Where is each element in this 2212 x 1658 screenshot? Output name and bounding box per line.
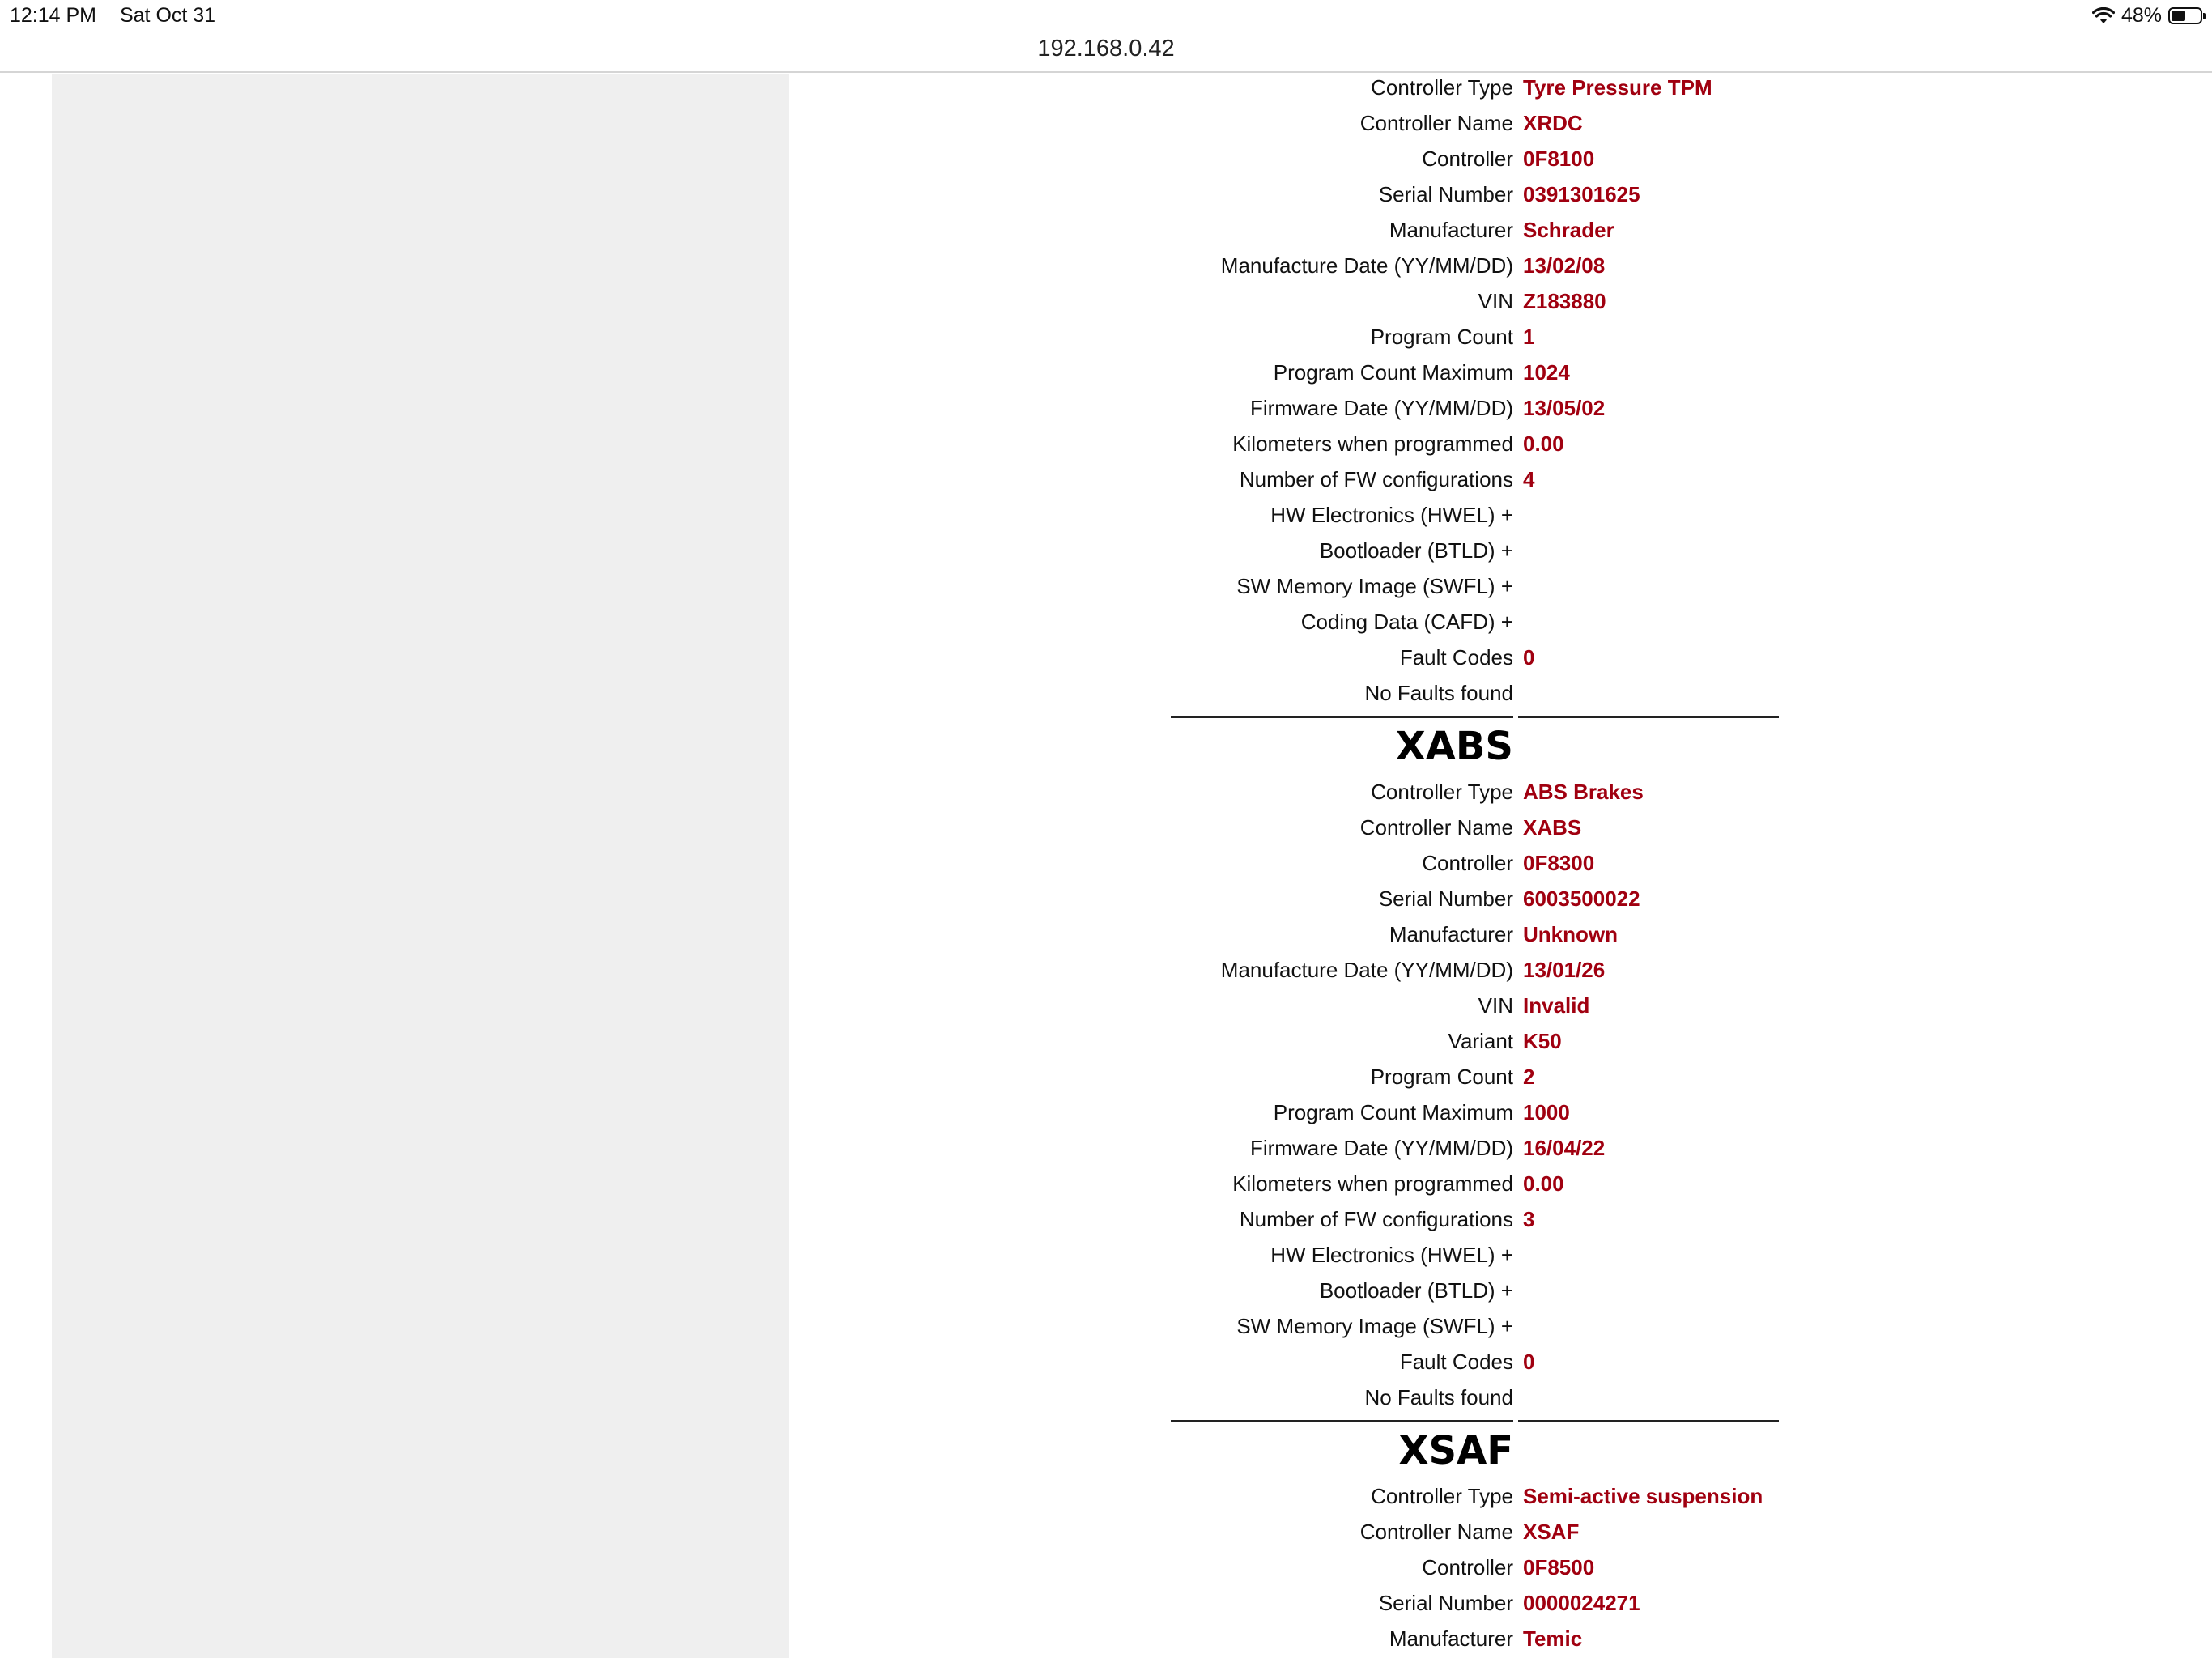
info-label: Manufacturer: [1389, 921, 1513, 946]
info-label: SW Memory Image (SWFL) +: [1236, 1313, 1513, 1338]
info-value: Schrader: [1523, 217, 1614, 242]
info-value: Temic: [1523, 1626, 1583, 1651]
url-text: 192.168.0.42: [1037, 36, 1175, 62]
info-value: 13/02/08: [1523, 253, 1606, 278]
info-row: [1171, 952, 1786, 988]
info-value: Z183880: [1523, 288, 1606, 313]
info-value: 6003500022: [1523, 886, 1640, 911]
section-divider: [1171, 1418, 1786, 1425]
info-label: Program Count Maximum: [1273, 1099, 1513, 1124]
status-time: 12:14 PM: [10, 4, 97, 27]
info-label: Serial Number: [1378, 1590, 1513, 1615]
status-date: Sat Oct 31: [119, 4, 216, 27]
info-row: [1171, 1095, 1786, 1130]
info-label: Controller Name: [1359, 814, 1513, 840]
info-row: [1171, 426, 1786, 461]
info-label: Kilometers when programmed: [1232, 1171, 1513, 1196]
info-row[interactable]: [1171, 604, 1786, 640]
info-value: 4: [1523, 466, 1535, 491]
info-row[interactable]: [1171, 1273, 1786, 1308]
info-label: VIN: [1478, 288, 1513, 313]
info-value: 0: [1523, 644, 1535, 670]
info-label: SW Memory Image (SWFL) +: [1236, 573, 1513, 598]
info-label: Variant: [1448, 1028, 1513, 1053]
section-heading: XABS: [1395, 724, 1513, 769]
info-row: [1171, 1201, 1786, 1237]
info-row: [1171, 774, 1786, 810]
info-row: [1171, 70, 1786, 105]
info-row: [1171, 176, 1786, 212]
info-label: Serial Number: [1378, 181, 1513, 206]
info-row: [1171, 916, 1786, 952]
info-label: Serial Number: [1378, 886, 1513, 911]
info-value: XSAF: [1523, 1519, 1580, 1544]
info-label: Controller: [1422, 146, 1513, 171]
address-bar[interactable]: [0, 32, 2212, 73]
info-label: Number of FW configurations: [1239, 1206, 1513, 1231]
info-row: [1171, 810, 1786, 845]
section-heading: XSAF: [1398, 1428, 1513, 1473]
section-divider: [1171, 714, 1786, 721]
info-row[interactable]: [1171, 1308, 1786, 1344]
battery-percent: 48%: [2121, 4, 2162, 27]
info-value: 13/05/02: [1523, 395, 1606, 420]
battery-icon: [2168, 7, 2202, 24]
info-label: HW Electronics (HWEL) +: [1270, 1242, 1513, 1267]
info-value: 1000: [1523, 1099, 1570, 1124]
info-label: Manufacturer: [1389, 1626, 1513, 1651]
info-label: Number of FW configurations: [1239, 466, 1513, 491]
info-row: [1171, 319, 1786, 355]
info-row: [1171, 1344, 1786, 1380]
sidebar-panel: [52, 74, 789, 1658]
info-value: XABS: [1523, 814, 1582, 840]
info-row: [1171, 283, 1786, 319]
info-label: Firmware Date (YY/MM/DD): [1249, 395, 1513, 420]
info-label: Controller Type: [1371, 74, 1513, 100]
info-label: Fault Codes: [1399, 1349, 1513, 1374]
info-value: Tyre Pressure TPM: [1523, 74, 1712, 100]
info-row: [1171, 881, 1786, 916]
info-label: VIN: [1478, 993, 1513, 1018]
info-value: ABS Brakes: [1523, 779, 1644, 804]
info-label: No Faults found: [1364, 680, 1513, 705]
info-row: [1171, 141, 1786, 176]
info-label: Manufacture Date (YY/MM/DD): [1220, 957, 1513, 982]
info-value: 16/04/22: [1523, 1135, 1606, 1160]
info-row: [1171, 355, 1786, 390]
info-value: 1: [1523, 324, 1535, 349]
info-label: Coding Data (CAFD) +: [1300, 609, 1513, 634]
info-row: [1171, 212, 1786, 248]
info-value: 0: [1523, 1349, 1535, 1374]
info-row[interactable]: [1171, 568, 1786, 604]
info-value: Semi-active suspension: [1523, 1483, 1763, 1508]
info-label: Program Count: [1370, 324, 1513, 349]
info-row: [1171, 1550, 1786, 1585]
info-label: Bootloader (BTLD) +: [1319, 538, 1513, 563]
info-label: Bootloader (BTLD) +: [1319, 1278, 1513, 1303]
info-value: 13/01/26: [1523, 957, 1606, 982]
info-label: Manufacturer: [1389, 217, 1513, 242]
info-row[interactable]: [1171, 1237, 1786, 1273]
info-value: 0.00: [1523, 1171, 1564, 1196]
info-label: Program Count: [1370, 1064, 1513, 1089]
info-row: [1171, 1023, 1786, 1059]
info-label: Kilometers when programmed: [1232, 431, 1513, 456]
info-value: 0391301625: [1523, 181, 1640, 206]
info-value: 0000024271: [1523, 1590, 1640, 1615]
info-row: [1171, 1478, 1786, 1514]
info-row[interactable]: [1171, 533, 1786, 568]
info-label: Controller Name: [1359, 110, 1513, 135]
info-value: XRDC: [1523, 110, 1583, 135]
info-row: [1171, 640, 1786, 675]
info-label: No Faults found: [1364, 1384, 1513, 1409]
info-label: Manufacture Date (YY/MM/DD): [1220, 253, 1513, 278]
info-label: Fault Codes: [1399, 644, 1513, 670]
status-bar: [0, 0, 2212, 32]
info-row: [1171, 675, 1786, 711]
info-label: HW Electronics (HWEL) +: [1270, 502, 1513, 527]
info-value: 0F8500: [1523, 1554, 1595, 1579]
info-row: [1171, 1585, 1786, 1621]
info-label: Controller Type: [1371, 1483, 1513, 1508]
info-value: 2: [1523, 1064, 1535, 1089]
info-label: Controller: [1422, 1554, 1513, 1579]
info-value: Unknown: [1523, 921, 1618, 946]
info-value: 0F8100: [1523, 146, 1595, 171]
info-row: [1171, 1514, 1786, 1550]
info-row[interactable]: [1171, 497, 1786, 533]
info-row: [1171, 1059, 1786, 1095]
info-label: Controller: [1422, 850, 1513, 875]
info-label: Program Count Maximum: [1273, 359, 1513, 385]
info-value: 1024: [1523, 359, 1570, 385]
info-row: [1171, 1166, 1786, 1201]
info-row: [1171, 461, 1786, 497]
info-label: Firmware Date (YY/MM/DD): [1249, 1135, 1513, 1160]
info-value: 0F8300: [1523, 850, 1595, 875]
info-label: Controller Type: [1371, 779, 1513, 804]
info-row: [1171, 988, 1786, 1023]
controller-list: [1171, 70, 1786, 1656]
info-row: [1171, 1130, 1786, 1166]
info-value: K50: [1523, 1028, 1562, 1053]
info-row: [1171, 845, 1786, 881]
wifi-icon: [2092, 7, 2115, 25]
info-row: [1171, 105, 1786, 141]
info-row: [1171, 1621, 1786, 1656]
info-row: [1171, 390, 1786, 426]
info-row: [1171, 1380, 1786, 1415]
info-value: Invalid: [1523, 993, 1590, 1018]
info-value: 3: [1523, 1206, 1535, 1231]
info-row: [1171, 248, 1786, 283]
info-value: 0.00: [1523, 431, 1564, 456]
info-label: Controller Name: [1359, 1519, 1513, 1544]
